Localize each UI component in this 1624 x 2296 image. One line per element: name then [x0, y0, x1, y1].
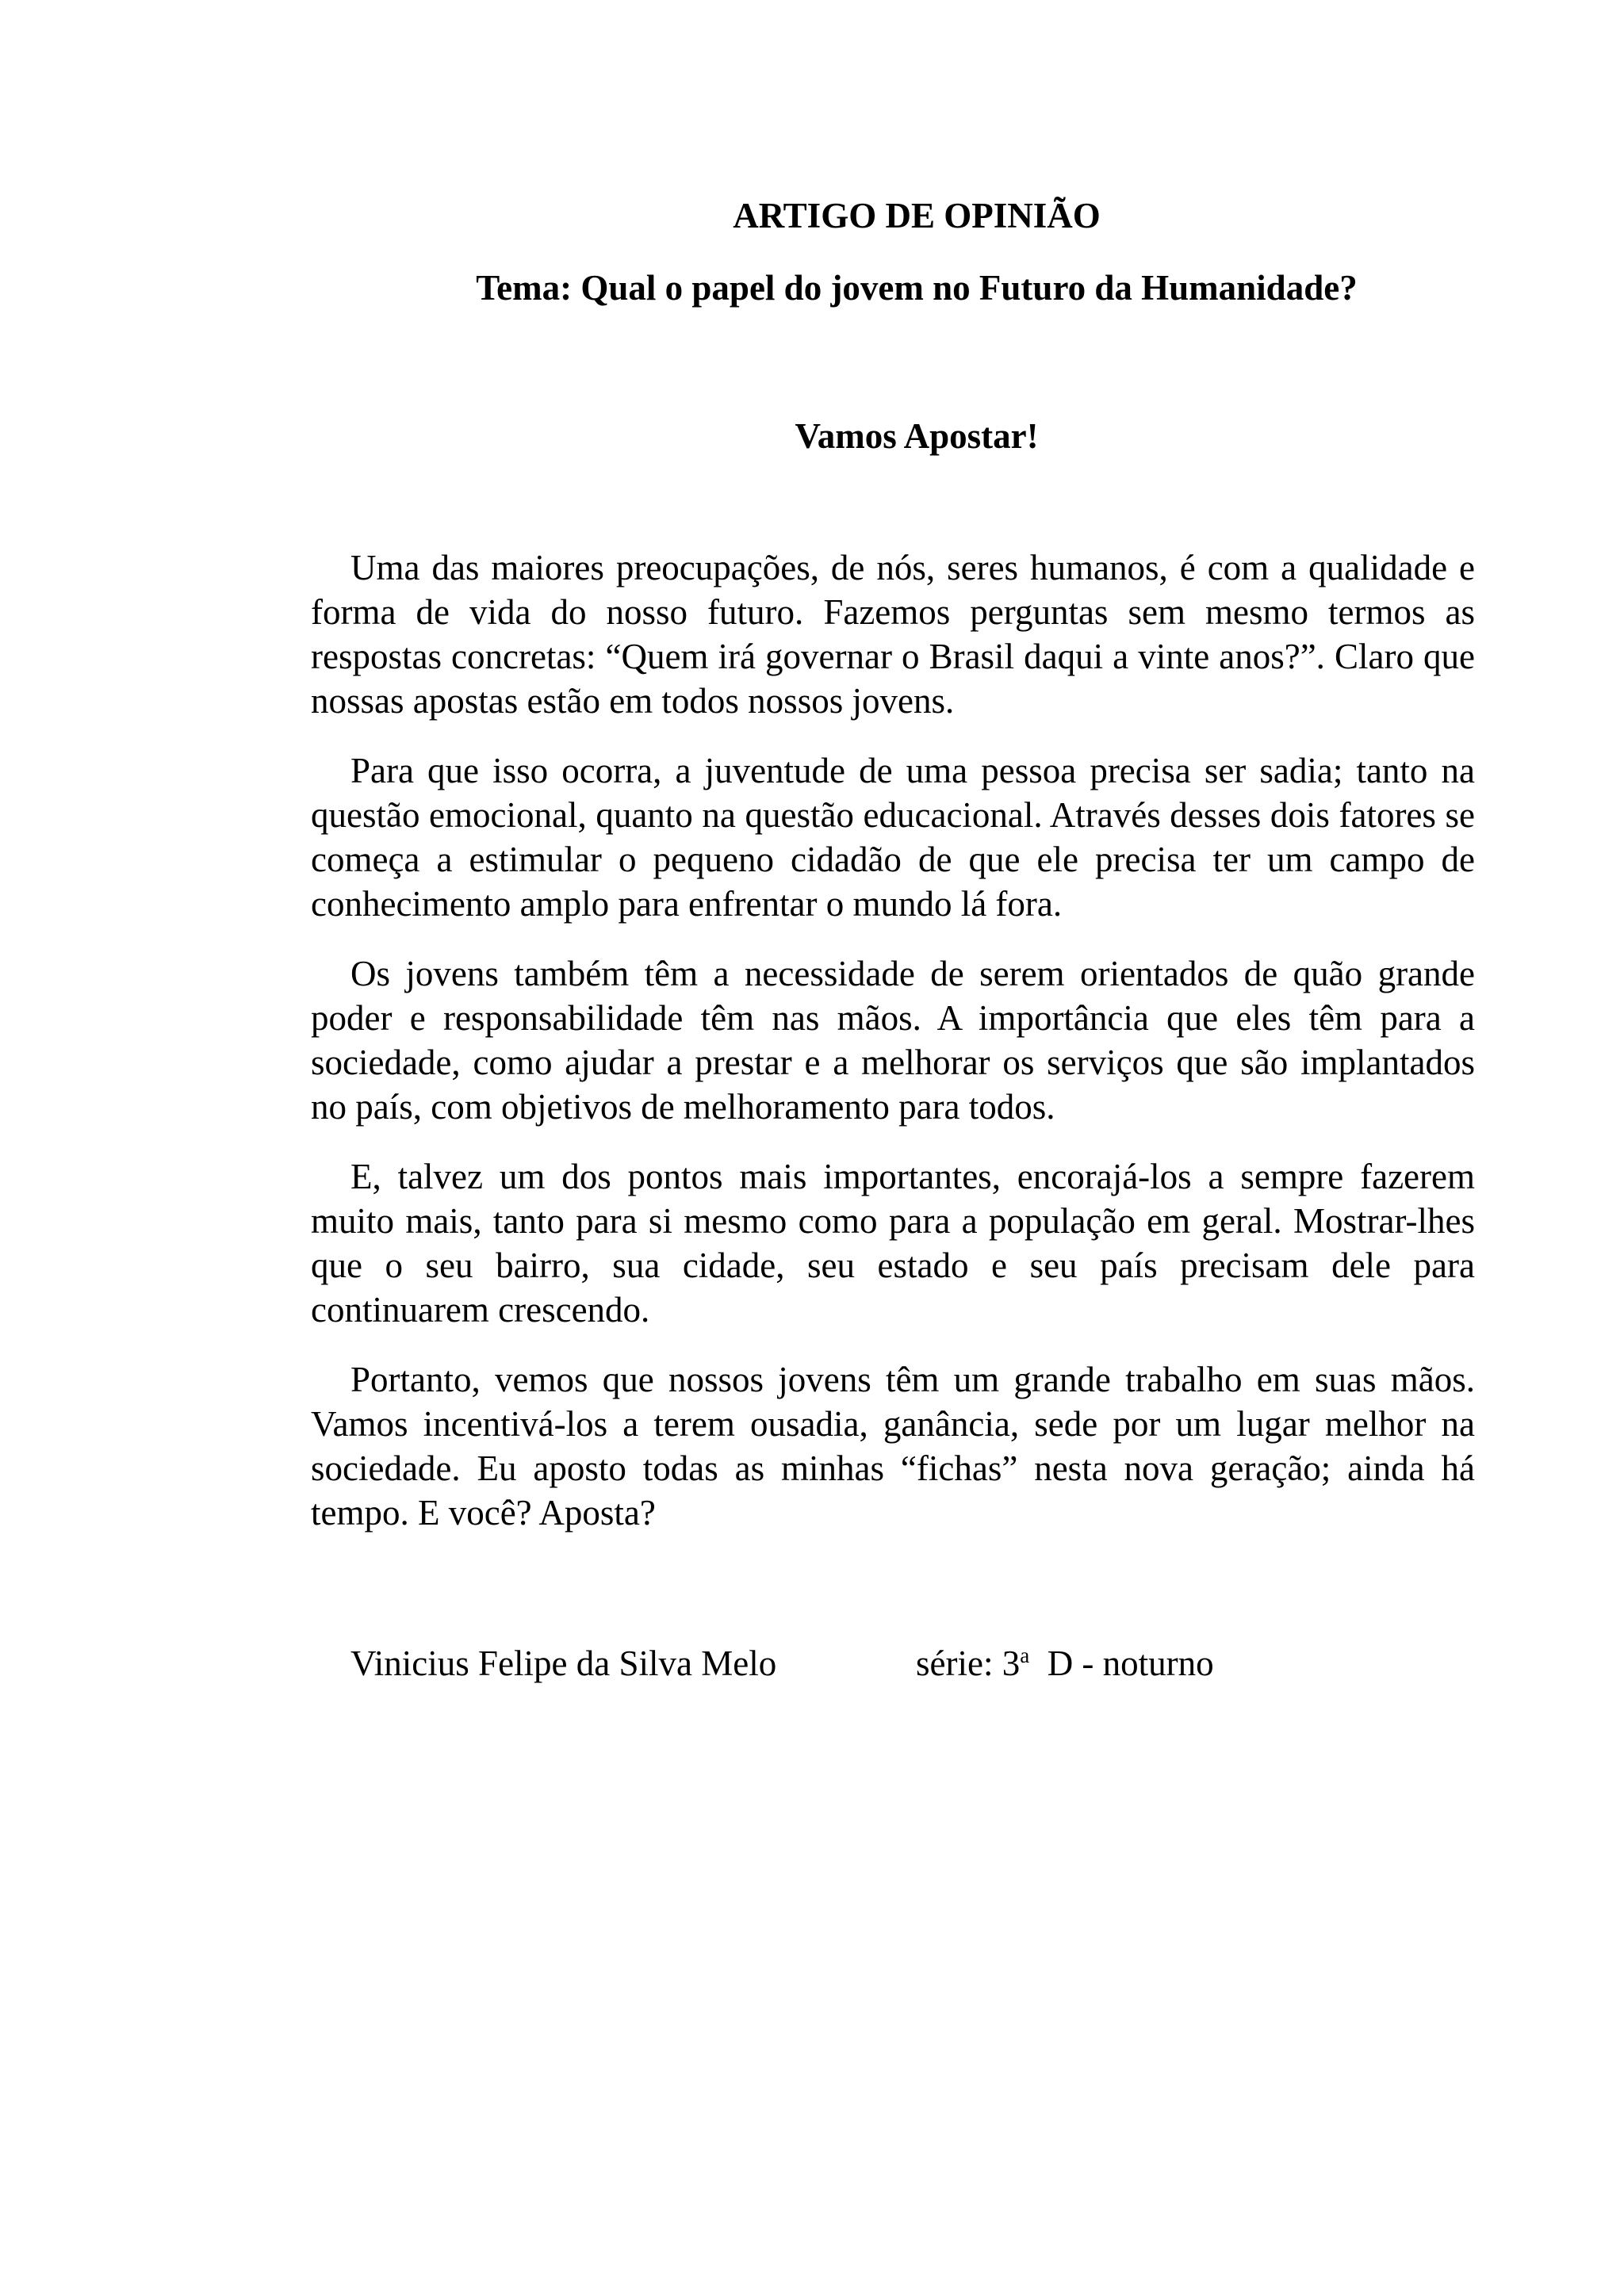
signature-line	[350, 1641, 1214, 1686]
paragraph-3: Os jovens também têm a necessidade de serem orientados de quão grande poder e responsabilidade têm nas mãos. A importância que eles têm para a sociedade, como ajudar a prestar e a melhorar os serviços que são implantados no país, com objetivos de melhoramento para todos.	[311, 954, 1475, 1127]
serie-label: série: 3	[916, 1644, 1021, 1683]
class-info	[916, 1644, 1214, 1683]
paragraph-4: E, talvez um dos pontos mais importantes, encorajá-los a sempre fazerem muito mais, tanto para si mesmo como para a população em geral. Mostrar-lhes que o seu bairro, sua cidade, seu estado e seu país precisam dele para continuarem crescendo.	[311, 1157, 1475, 1330]
paragraph-5: Portanto, vemos que nossos jovens têm um grande trabalho em suas mãos. Vamos incentivá-los a terem ousadia, ganância, sede por um lugar melhor na sociedade. Eu aposto todas as minhas “fichas” nesta nova geração; ainda há tempo. E você? Aposta?	[311, 1360, 1475, 1533]
serie-rest: D - noturno	[1029, 1644, 1214, 1683]
serie-ordinal: a	[1020, 1644, 1030, 1667]
document-title: ARTIGO DE OPINIÃO	[733, 196, 1101, 235]
paragraph-1: Uma das maiores preocupações, de nós, seres humanos, é com a qualidade e forma de vida do nosso futuro. Fazemos perguntas sem mesmo termos as respostas concretas: “Quem irá governar o Brasil daqui a vinte anos?”. Claro que nossas apostas estão em todos nossos jovens.	[311, 548, 1475, 721]
author-name: Vinicius Felipe da Silva Melo	[350, 1644, 777, 1683]
document-theme: Tema: Qual o papel do jovem no Futuro da Humanidade?	[476, 268, 1358, 308]
paragraph-2: Para que isso ocorra, a juventude de uma pessoa precisa ser sadia; tanto na questão emocional, quanto na questão educacional. Através desses dois fatores se começa a estimular o pequeno cidadão de que ele precisa ter um campo de conhecimento amplo para enfrentar o mundo lá fora.	[311, 751, 1475, 924]
document-subtitle: Vamos Apostar!	[795, 416, 1039, 456]
article-body	[311, 545, 1475, 1560]
